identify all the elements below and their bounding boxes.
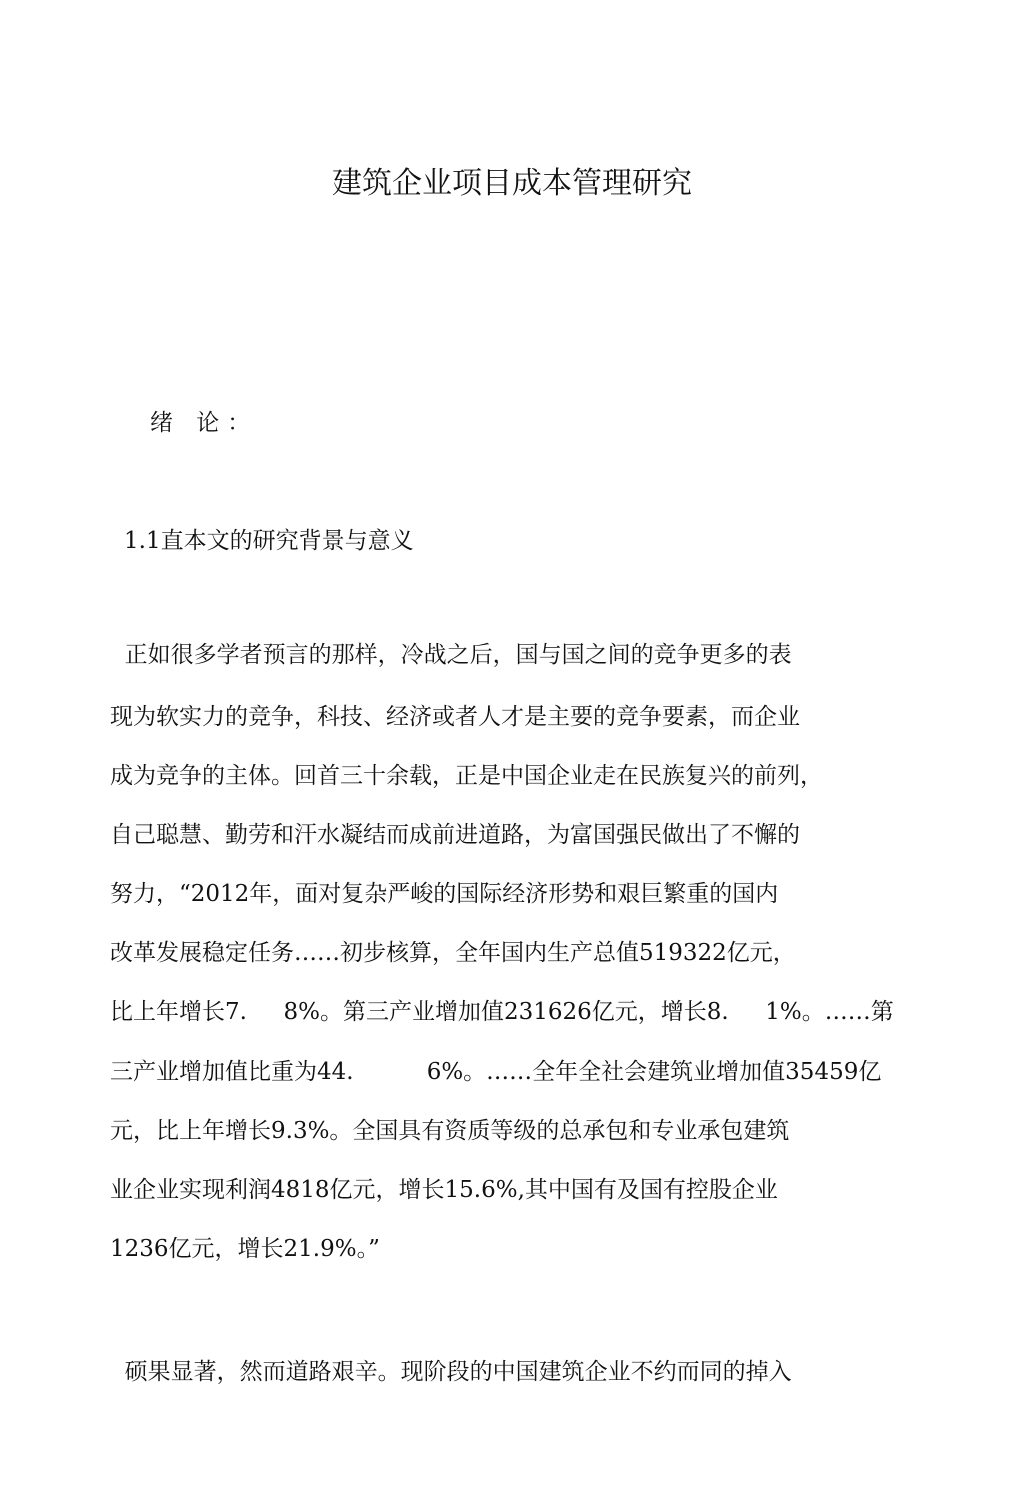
- paragraph-line: 成为竞争的主体。回首三十余载，正是中国企业走在民族复兴的前列，: [110, 763, 823, 789]
- paragraph-line: 正如很多学者预言的那样，冷战之后，国与国之间的竞争更多的表: [110, 642, 792, 668]
- intro-heading: 绪 论：: [150, 410, 259, 436]
- paragraph-line: 现为软实力的竞争，科技、经济或者人才是主要的竞争要素，而企业: [110, 704, 800, 730]
- paragraph-line: 努力，“2012年，面对复杂严峻的国际经济形势和艰巨繁重的国内: [110, 881, 779, 907]
- paragraph-line: 业企业实现利润4818亿元，增长15.6%,其中国有及国有控股企业: [110, 1177, 778, 1203]
- document-title: 建筑企业项目成本管理研究: [332, 166, 692, 201]
- paragraph-line: 比上年增长7. 8%。第三产业增加值231626亿元，增长8. 1%。……第: [110, 999, 894, 1025]
- paragraph-line: 三产业增加值比重为44. 6%。……全年全社会建筑业增加值35459亿: [110, 1059, 882, 1085]
- paragraph-line: 改革发展稳定任务……初步核算，全年国内生产总值519322亿元，: [110, 940, 796, 966]
- paragraph-line: 硕果显著，然而道路艰辛。现阶段的中国建筑企业不约而同的掉入: [110, 1359, 792, 1385]
- paragraph-line: 元，比上年增长9.3%。全国具有资质等级的总承包和专业承包建筑: [110, 1118, 790, 1144]
- paragraph-line: 1236亿元，增长21.9%。”: [110, 1236, 380, 1262]
- paragraph-line: 自己聪慧、勤劳和汗水凝结而成前进道路，为富国强民做出了不懈的: [110, 822, 800, 848]
- section-heading: 1.1直本文的研究背景与意义: [124, 528, 414, 554]
